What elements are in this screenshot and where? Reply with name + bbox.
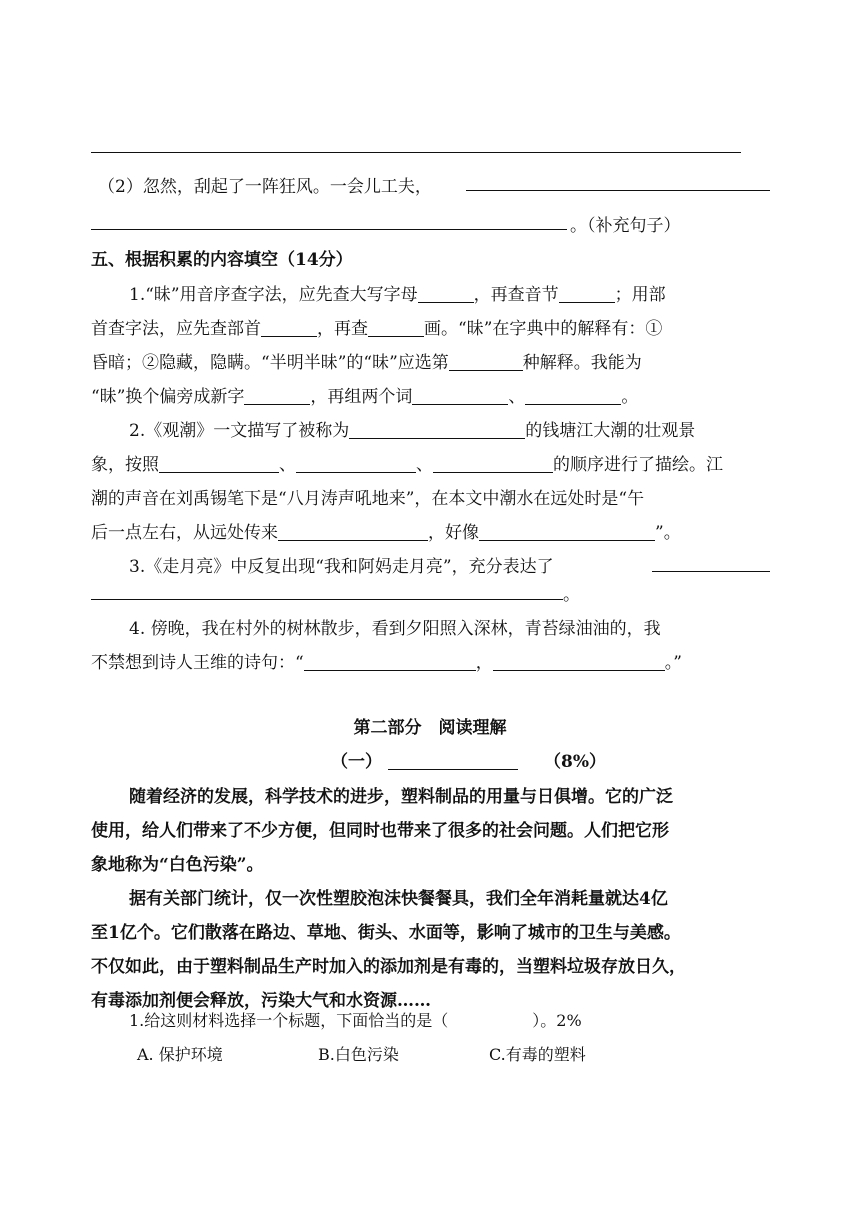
passage-para2-line3: 不仅如此，由于塑料制品生产时加入的添加剂是有毒的，当塑料垃圾存放日久，: [91, 957, 686, 977]
q1-line4: “昧”换个偏旁成新字 ，再组两个词 、 。: [91, 387, 639, 407]
passage-para1-line1: 随着经济的发展，科学技术的进步，塑料制品的用量与日俱增。它的广泛: [129, 787, 673, 807]
q1-blank-syllable[interactable]: [559, 284, 615, 303]
part2-title: 第二部分 阅读理解: [353, 718, 507, 738]
question-1-stem: 1.给这则材料选择一个标题，下面恰当的是（ ）。2%: [129, 1011, 582, 1030]
passage-para1-line2: 使用，给人们带来了不少方便，但同时也带来了很多的社会问题。人们把它形: [91, 821, 669, 841]
s4-item2-suffix: 。（补充句子）: [570, 216, 681, 236]
q3-blank-2[interactable]: [91, 599, 563, 600]
q2-blank-order1[interactable]: [159, 454, 279, 473]
q1-line2: 首查字法，应先查部首 ，再查 画。“昧”在字典中的解释有：①: [91, 319, 663, 339]
q2-line3: 潮的声音在刘禹锡笔下是“八月涛声吼地来”，在本文中潮水在远处时是“午: [91, 489, 645, 509]
q1-blank-letter[interactable]: [418, 284, 474, 303]
q4-blank-verse1[interactable]: [304, 652, 476, 671]
q1-blank-meaning[interactable]: [449, 352, 523, 371]
passage-para2-line4: 有毒添加剂便会释放，污染大气和水资源……: [91, 991, 431, 1011]
q2-blank-sound[interactable]: [278, 522, 428, 541]
q4-line1: 4. 傍晚，我在村外的树林散步，看到夕阳照入深林，青苔绿油油的，我: [129, 619, 661, 639]
s4-item2-line1: [98, 172, 432, 197]
s4-item2-blank-1[interactable]: [466, 190, 770, 191]
q1-line1: 1.“昧”用音序查字法，应先查大写字母 ，再查音节 ；用部: [129, 285, 666, 305]
q3-blank-1[interactable]: [652, 571, 770, 572]
q1-blank-strokes[interactable]: [368, 318, 424, 337]
q1-blank-newchar[interactable]: [244, 386, 310, 405]
q2-blank-like[interactable]: [479, 522, 655, 541]
part2-title-blank[interactable]: [388, 751, 518, 770]
q2-blank-order3[interactable]: [433, 454, 553, 473]
q2-line2: 象，按照 、 、 的顺序进行了描绘。江: [91, 455, 723, 475]
q1-line3: 昏暗；②隐藏，隐瞒。“半明半昧”的“昧”应选第 种解释。我能为: [91, 353, 642, 373]
q2-line4: 后一点左右，从远处传来 ，好像 ”。: [91, 523, 681, 543]
q1-blank-word1[interactable]: [412, 386, 508, 405]
q1-blank-radical[interactable]: [261, 318, 317, 337]
option-a[interactable]: A. 保护环境: [137, 1045, 223, 1064]
passage-para2-line1: 据有关部门统计，仅一次性塑胶泡沫快餐餐具，我们全年消耗量就达4亿: [129, 889, 668, 909]
s4-item2-prefix: （2）忽然，刮起了一阵狂风。一会儿工夫，: [98, 177, 432, 197]
option-b[interactable]: B.白色污染: [318, 1045, 399, 1064]
q4-line2: 不禁想到诗人王维的诗句：“ ， 。”: [91, 653, 682, 673]
passage-para2-line2: 至1亿个。它们散落在路边、草地、街头、水面等，影响了城市的卫生与美感。: [91, 923, 681, 943]
q2-line1: 2.《观潮》一文描写了被称为 的钱塘江大潮的壮观景: [129, 421, 696, 441]
passage-para1-line3: 象地称为“白色污染”。: [91, 855, 264, 875]
q3-end: 。: [563, 585, 580, 605]
part2-subtitle: （一） （8%）: [331, 752, 606, 772]
section-heading: 五、根据积累的内容填空（14分）: [91, 250, 353, 270]
q1-blank-word2[interactable]: [525, 386, 621, 405]
q2-blank-name[interactable]: [349, 420, 525, 439]
q2-blank-order2[interactable]: [296, 454, 416, 473]
s4-item2-blank-2[interactable]: [91, 229, 567, 230]
answer-line-top: [91, 152, 741, 153]
q3-line1: 3.《走月亮》中反复出现“我和阿妈走月亮”，充分表达了: [129, 557, 554, 577]
q4-blank-verse2[interactable]: [493, 652, 665, 671]
option-c[interactable]: C.有毒的塑料: [489, 1045, 586, 1064]
